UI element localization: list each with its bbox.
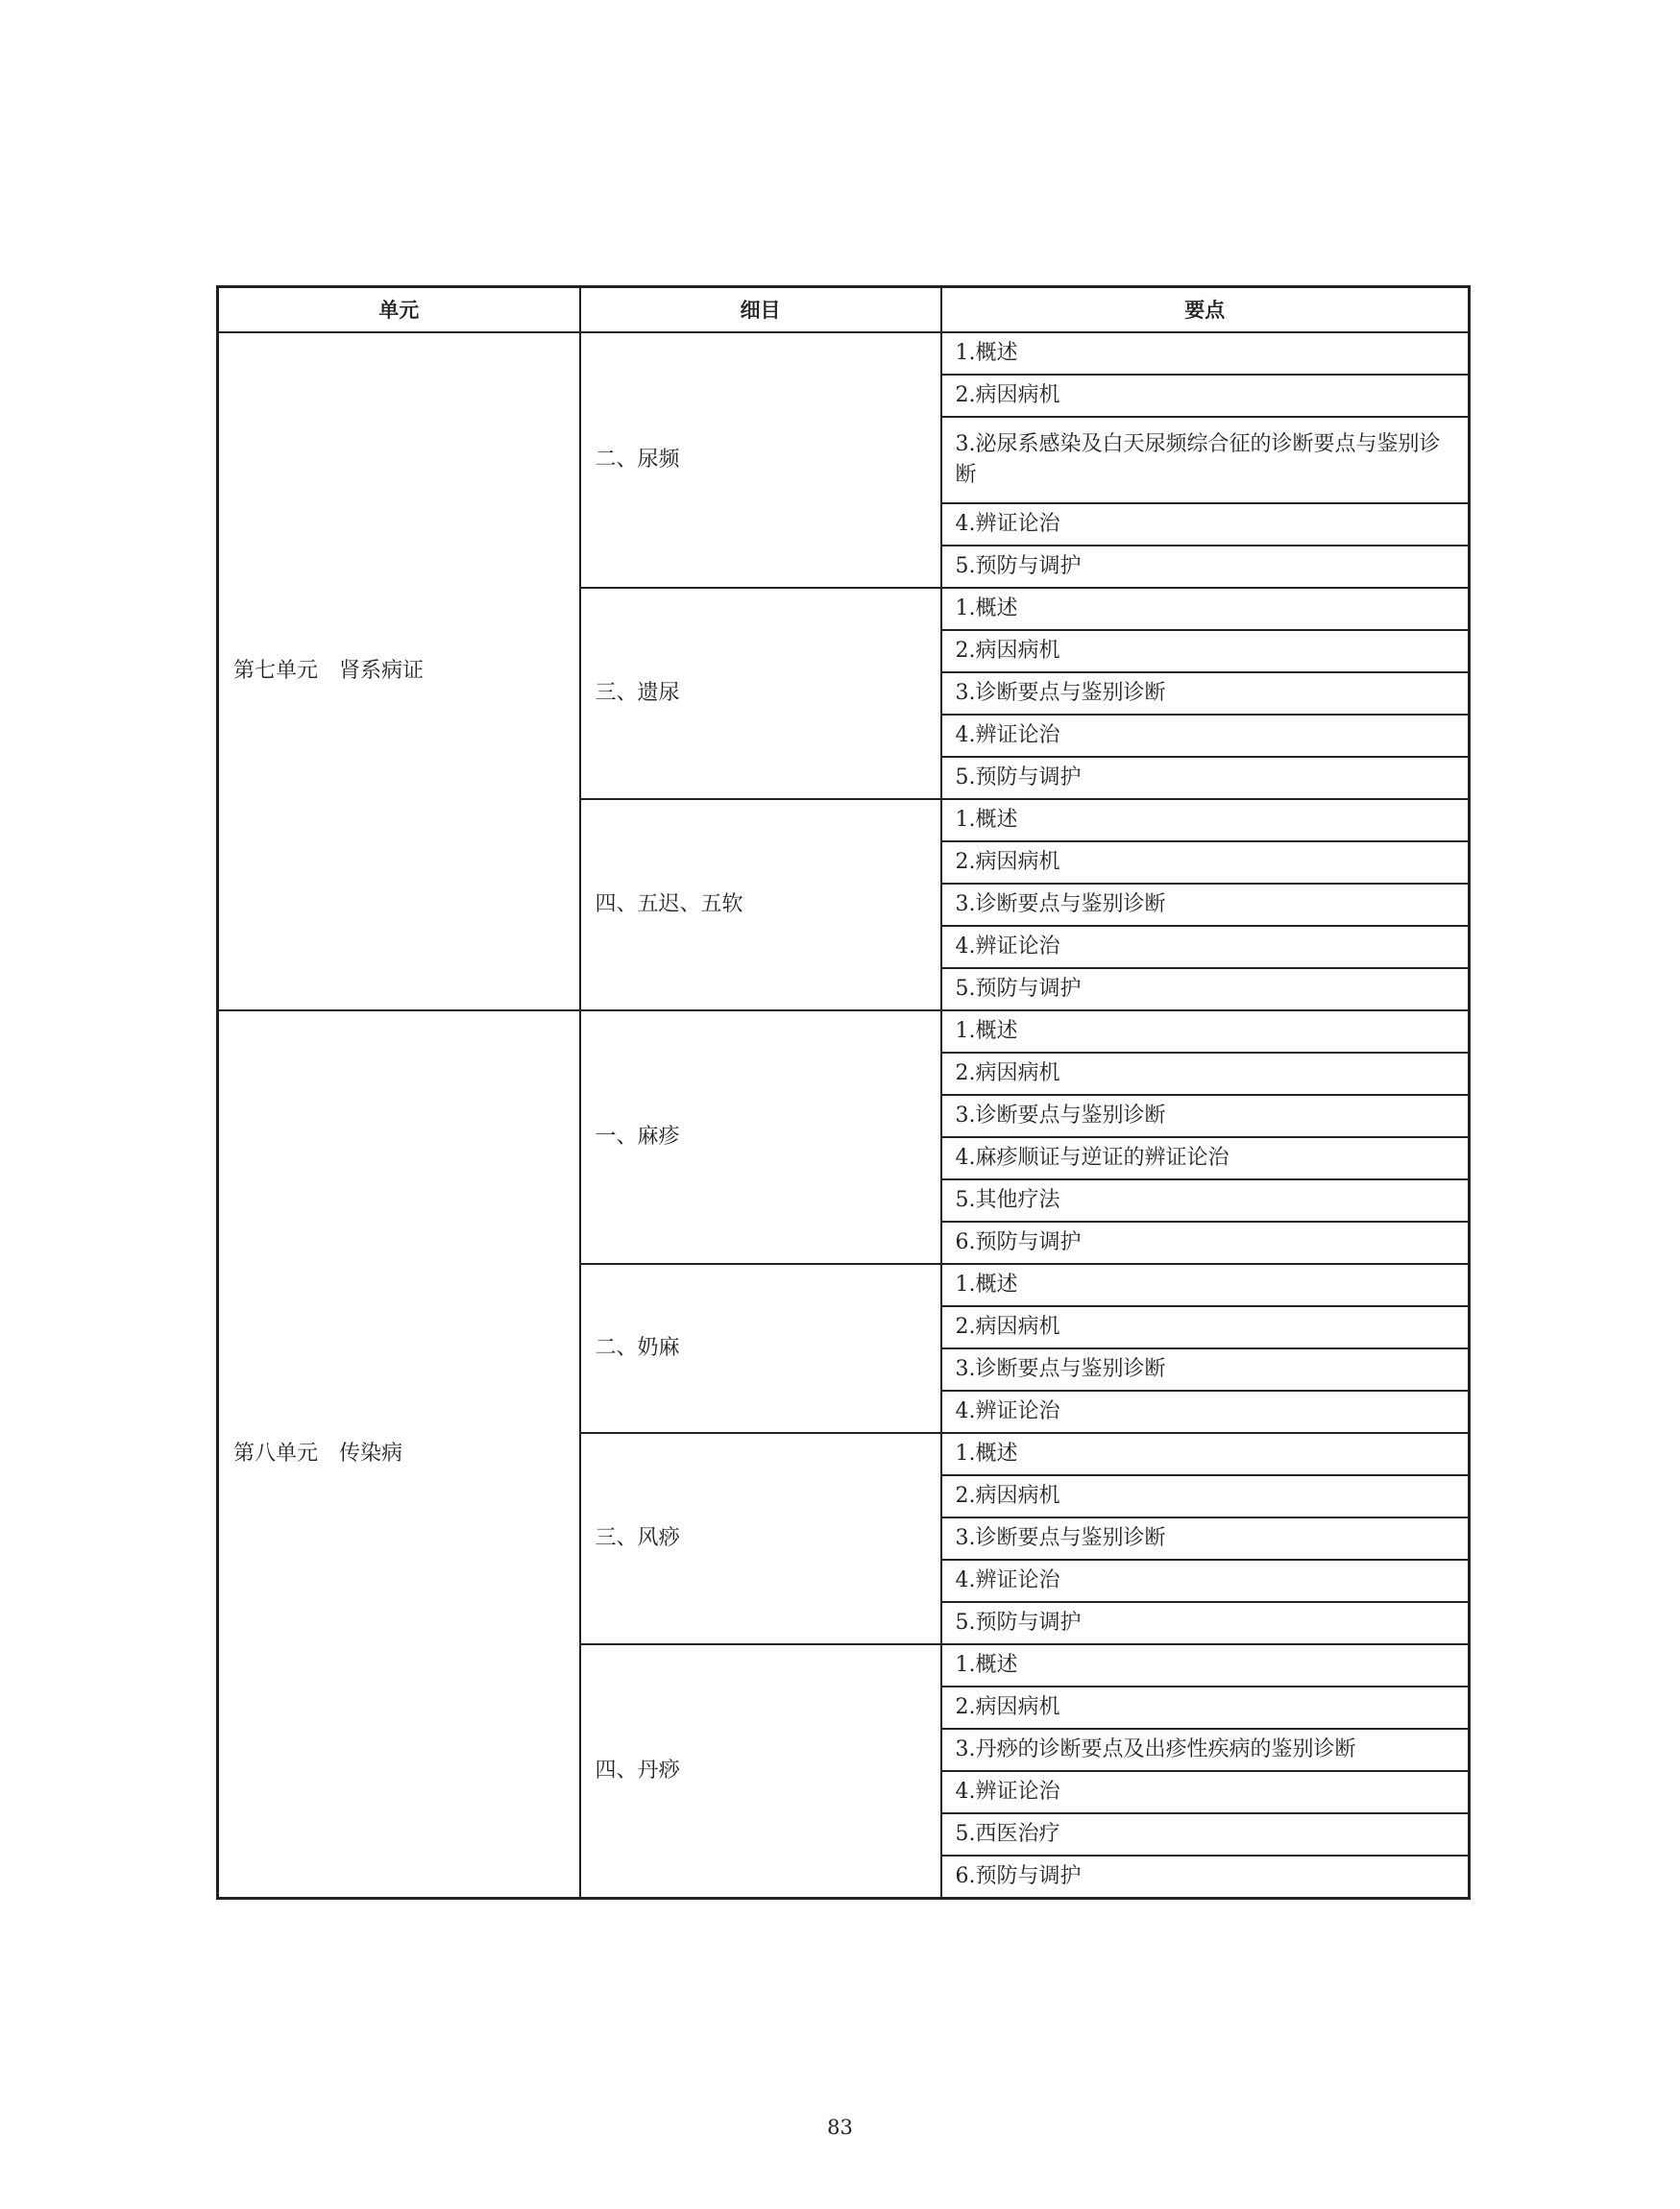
- column-header-key-points: 要点: [941, 287, 1470, 333]
- unit-cell: 第七单元 肾系病证: [218, 332, 580, 1010]
- key-point-cell: 4.辨证论治: [941, 715, 1470, 757]
- key-point-cell: 2.病因病机: [941, 630, 1470, 672]
- key-point-cell: 3.丹痧的诊断要点及出疹性疾病的鉴别诊断: [941, 1729, 1470, 1771]
- key-point-cell: 4.辨证论治: [941, 926, 1470, 968]
- item-cell: 三、风痧: [580, 1433, 941, 1644]
- key-point-cell: 1.概述: [941, 588, 1470, 630]
- unit-cell: 第八单元 传染病: [218, 1010, 580, 1899]
- table-row: [218, 332, 1470, 375]
- key-point-cell: 5.预防与调护: [941, 968, 1470, 1010]
- key-point-cell: 1.概述: [941, 799, 1470, 841]
- item-cell: 三、遗尿: [580, 588, 941, 799]
- key-point-cell: 5.西医治疗: [941, 1813, 1470, 1856]
- key-point-cell: 2.病因病机: [941, 1306, 1470, 1348]
- key-point-cell: 1.概述: [941, 1644, 1470, 1687]
- key-point-cell: 4.麻疹顺证与逆证的辨证论治: [941, 1137, 1470, 1179]
- key-point-cell: 5.预防与调护: [941, 546, 1470, 588]
- key-point-cell: 3.诊断要点与鉴别诊断: [941, 884, 1470, 926]
- table-body: [218, 332, 1470, 1899]
- column-header-item: 细目: [580, 287, 941, 333]
- column-header-unit: 单元: [218, 287, 580, 333]
- item-cell: 二、尿频: [580, 332, 941, 588]
- key-point-cell: 2.病因病机: [941, 841, 1470, 884]
- key-point-cell: 6.预防与调护: [941, 1222, 1470, 1264]
- key-point-cell: 3.诊断要点与鉴别诊断: [941, 672, 1470, 715]
- key-point-cell: 2.病因病机: [941, 1687, 1470, 1729]
- table-row: [218, 1010, 1470, 1053]
- key-point-cell: 5.预防与调护: [941, 1602, 1470, 1644]
- key-point-cell: 3.诊断要点与鉴别诊断: [941, 1348, 1470, 1391]
- key-point-cell: 3.泌尿系感染及白天尿频综合征的诊断要点与鉴别诊断: [941, 417, 1470, 503]
- key-point-cell: 1.概述: [941, 1433, 1470, 1475]
- syllabus-table: [216, 285, 1471, 1900]
- key-point-cell: 2.病因病机: [941, 375, 1470, 417]
- key-point-cell: 5.预防与调护: [941, 757, 1470, 799]
- item-cell: 四、丹痧: [580, 1644, 941, 1899]
- key-point-cell: 1.概述: [941, 1264, 1470, 1306]
- key-point-cell: 4.辨证论治: [941, 1560, 1470, 1602]
- item-cell: 四、五迟、五软: [580, 799, 941, 1010]
- key-point-cell: 5.其他疗法: [941, 1179, 1470, 1222]
- key-point-cell: 3.诊断要点与鉴别诊断: [941, 1517, 1470, 1560]
- key-point-cell: 4.辨证论治: [941, 503, 1470, 546]
- item-cell: 一、麻疹: [580, 1010, 941, 1264]
- page-number: 83: [827, 2116, 853, 2139]
- key-point-cell: 2.病因病机: [941, 1053, 1470, 1095]
- key-point-cell: 2.病因病机: [941, 1475, 1470, 1517]
- item-cell: 二、奶麻: [580, 1264, 941, 1433]
- key-point-cell: 4.辨证论治: [941, 1771, 1470, 1813]
- key-point-cell: 1.概述: [941, 332, 1470, 375]
- key-point-cell: 3.诊断要点与鉴别诊断: [941, 1095, 1470, 1137]
- key-point-cell: 6.预防与调护: [941, 1856, 1470, 1899]
- table-header-row: [218, 287, 1470, 333]
- key-point-cell: 1.概述: [941, 1010, 1470, 1053]
- key-point-cell: 4.辨证论治: [941, 1391, 1470, 1433]
